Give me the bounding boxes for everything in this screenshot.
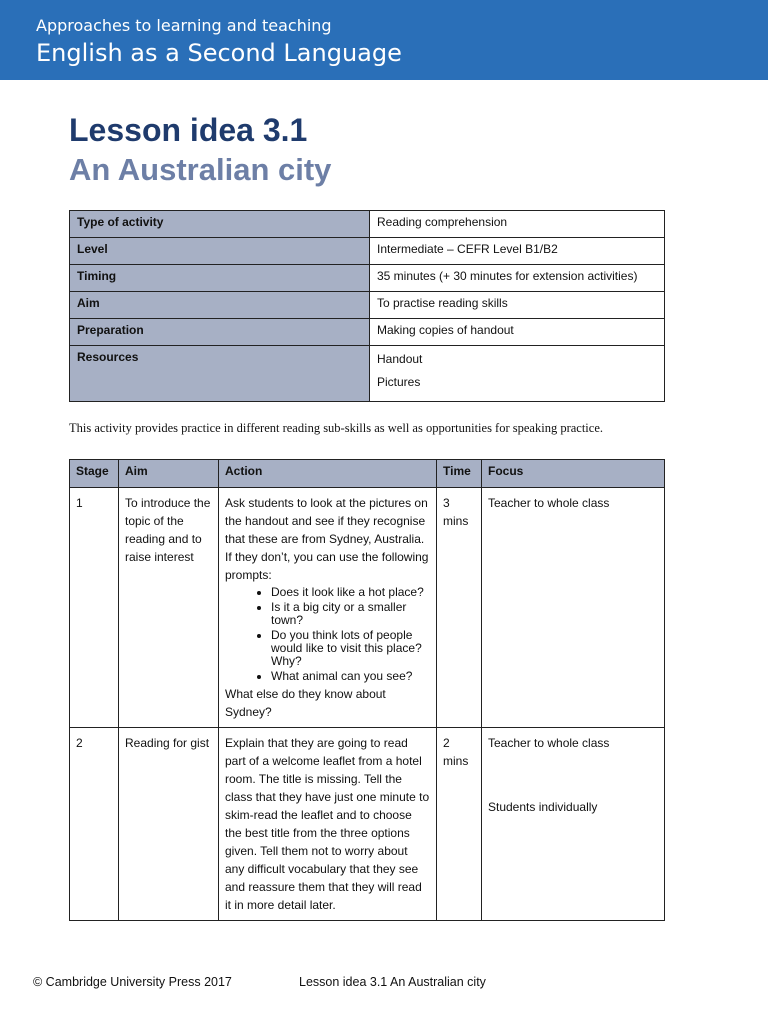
info-label: Resources bbox=[70, 346, 370, 402]
action-outro: What else do they know about Sydney? bbox=[225, 687, 386, 719]
stage-focus: Teacher to whole class bbox=[482, 488, 665, 728]
lesson-subtitle: An Australian city bbox=[69, 152, 332, 187]
prompt-list bbox=[225, 586, 430, 683]
page-header bbox=[0, 0, 768, 80]
info-row-resources bbox=[70, 346, 665, 402]
list-item: • Does it look like a hot place? bbox=[271, 586, 430, 599]
info-label: Type of activity bbox=[70, 211, 370, 238]
resource-item: Handout bbox=[377, 352, 423, 366]
stage-action bbox=[219, 488, 437, 728]
stage-aim: Reading for gist bbox=[119, 728, 219, 921]
info-value: Intermediate – CEFR Level B1/B2 bbox=[370, 238, 665, 265]
lesson-title: Lesson idea 3.1 bbox=[69, 112, 308, 148]
info-label: Level bbox=[70, 238, 370, 265]
stage-time: 2 mins bbox=[437, 728, 482, 921]
column-header: Action bbox=[219, 460, 437, 488]
info-label: Preparation bbox=[70, 319, 370, 346]
stage-number: 1 bbox=[70, 488, 119, 728]
focus-line: Teacher to whole class bbox=[488, 736, 610, 750]
column-header: Focus bbox=[482, 460, 665, 488]
info-label: Timing bbox=[70, 265, 370, 292]
info-value: Making copies of handout bbox=[370, 319, 665, 346]
info-row-type bbox=[70, 211, 665, 238]
list-item: • Is it a big city or a smaller town? bbox=[271, 601, 430, 627]
header-title: English as a Second Language bbox=[36, 39, 402, 67]
stages-table bbox=[69, 459, 665, 921]
column-header: Stage bbox=[70, 460, 119, 488]
info-label: Aim bbox=[70, 292, 370, 319]
column-header: Time bbox=[437, 460, 482, 488]
list-item: • What animal can you see? bbox=[271, 670, 430, 683]
stage-action: Explain that they are going to read part of a welcome leaflet from a hotel room. The title is missing. Tell the class that they have just one minute to skim-read the leaflet and to choose the best title from the three options given. Tell them not to worry about any difficult vocabulary that they see and reassure them that they will read it in more detail later. bbox=[219, 728, 437, 921]
info-row-preparation bbox=[70, 319, 665, 346]
intro-paragraph: This activity provides practice in different reading sub-skills as well as opportunities for speaking practice. bbox=[69, 421, 603, 435]
column-header: Aim bbox=[119, 460, 219, 488]
info-value bbox=[370, 346, 665, 402]
info-value: Reading comprehension bbox=[370, 211, 665, 238]
stage-focus bbox=[482, 728, 665, 921]
stages-header-row bbox=[70, 460, 665, 488]
lesson-info-table bbox=[69, 210, 665, 402]
info-value: 35 minutes (+ 30 minutes for extension activities) bbox=[370, 265, 665, 292]
table-row bbox=[70, 488, 665, 728]
footer-lesson: Lesson idea 3.1 An Australian city bbox=[299, 975, 486, 989]
table-row bbox=[70, 728, 665, 921]
focus-line: Students individually bbox=[488, 800, 598, 814]
footer-copyright: © Cambridge University Press 2017 bbox=[33, 975, 232, 989]
action-intro: Ask students to look at the pictures on the handout and see if they recognise that these are from Sydney, Australia. If they don’t, you can use the following prompts: bbox=[225, 496, 429, 582]
header-subtitle: Approaches to learning and teaching bbox=[36, 16, 332, 35]
list-item: • Do you think lots of people would like to visit this place? Why? bbox=[271, 629, 430, 668]
info-row-timing bbox=[70, 265, 665, 292]
info-row-aim bbox=[70, 292, 665, 319]
info-row-level bbox=[70, 238, 665, 265]
stage-aim: To introduce the topic of the reading and to raise interest bbox=[119, 488, 219, 728]
stage-time: 3 mins bbox=[437, 488, 482, 728]
resource-item: Pictures bbox=[377, 375, 421, 389]
stage-number: 2 bbox=[70, 728, 119, 921]
info-value: To practise reading skills bbox=[370, 292, 665, 319]
